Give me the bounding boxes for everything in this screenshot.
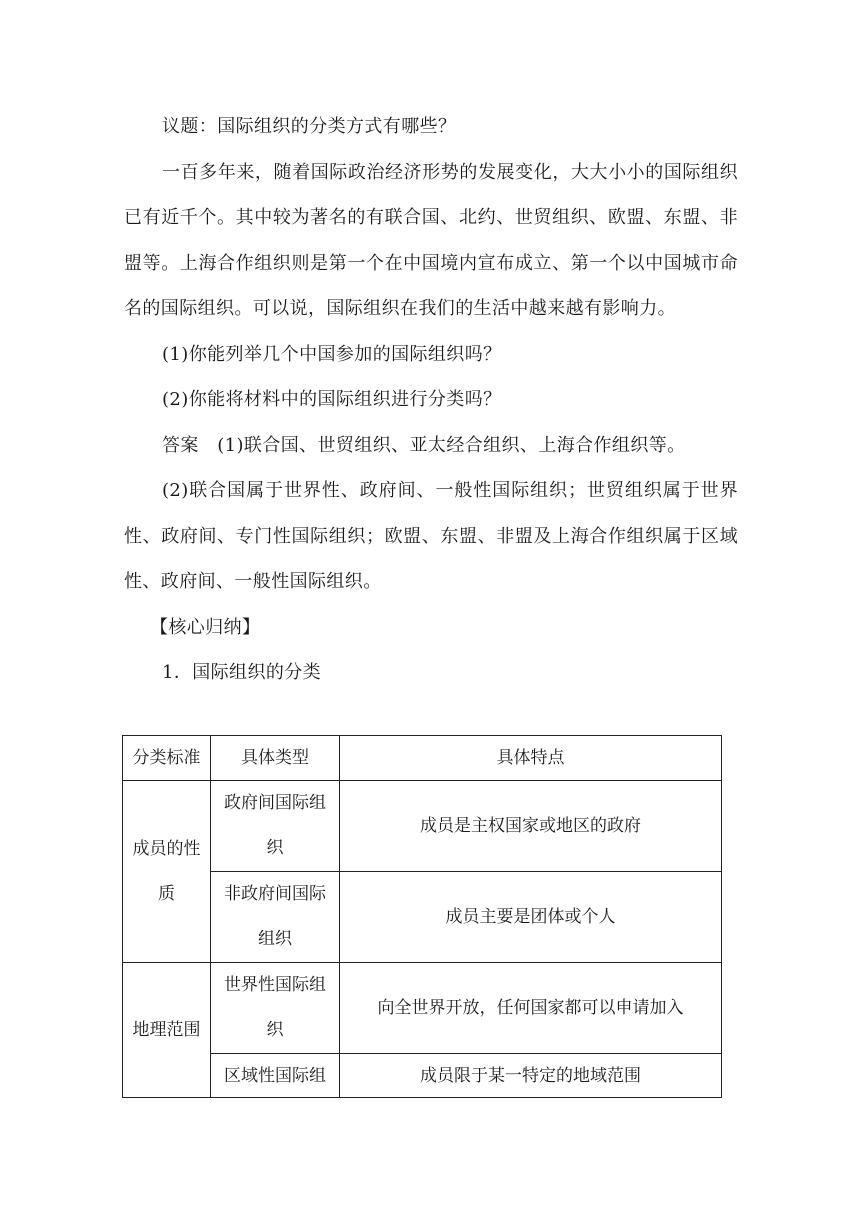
table-row (123, 781, 722, 872)
table-header-row (123, 736, 722, 781)
type-label: 政府间国际组织 (224, 793, 326, 858)
criterion-label: 成员的性质 (132, 838, 201, 904)
section-title: 1．国际组织的分类 (162, 662, 322, 683)
type-cell (211, 781, 340, 872)
criterion-cell (123, 781, 211, 963)
type-cell (211, 963, 340, 1054)
question-2: (2)你能将材料中的国际组织进行分类吗？ (162, 389, 502, 410)
criterion-cell (123, 963, 211, 1098)
table-row (123, 872, 722, 963)
feature-cell: 成员是主权国家或地区的政府 (340, 781, 722, 872)
table-row (123, 963, 722, 1054)
question-1: (1)你能列举几个中国参加的国际组织吗？ (162, 343, 502, 365)
answer-label: 答案 (162, 434, 199, 456)
type-label: 非政府间国际组织 (224, 884, 326, 949)
type-cell: 区域性国际组 (211, 1054, 340, 1098)
criterion-label: 地理范围 (132, 1019, 201, 1040)
material-paragraph: 一百多年来，随着国际政治经济形势的发展变化，大大小小的国际组织已有近千个。其中较为著名的有联合国、北约、世贸组织、欧盟、东盟、非盟等。上海合作组织则是第一个在中国境内宣布成立、第一个以中国城市命名的国际组织。可以说，国际组织在我们的生活中越来越有影响力。 (124, 161, 738, 319)
answer-part-2: (2)联合国属于世界性、政府间、一般性国际组织；世贸组织属于世界性、政府间、专门性国际组织；欧盟、东盟、非盟及上海合作组织属于区域性、政府间、一般性国际组织。 (124, 480, 738, 592)
header-type: 具体类型 (211, 736, 340, 781)
feature-cell: 向全世界开放，任何国家都可以申请加入 (340, 963, 722, 1054)
header-feature: 具体特点 (340, 736, 722, 781)
type-cell (211, 872, 340, 963)
answer-text-1: (1)联合国、世贸组织、亚太经合组织、上海合作组织等。 (217, 434, 686, 456)
feature-cell: 成员限于某一特定的地域范围 (340, 1054, 722, 1098)
classification-table (122, 735, 722, 1098)
table-row (123, 1054, 722, 1098)
topic-heading: 议题：国际组织的分类方式有哪些？ (162, 116, 457, 137)
document-body (124, 104, 738, 696)
header-criterion: 分类标准 (123, 736, 211, 781)
answer-part-1 (124, 423, 738, 469)
feature-cell: 成员主要是团体或个人 (340, 872, 722, 963)
type-label: 世界性国际组织 (224, 975, 326, 1040)
summary-heading: 【核心归纳】 (150, 616, 261, 638)
